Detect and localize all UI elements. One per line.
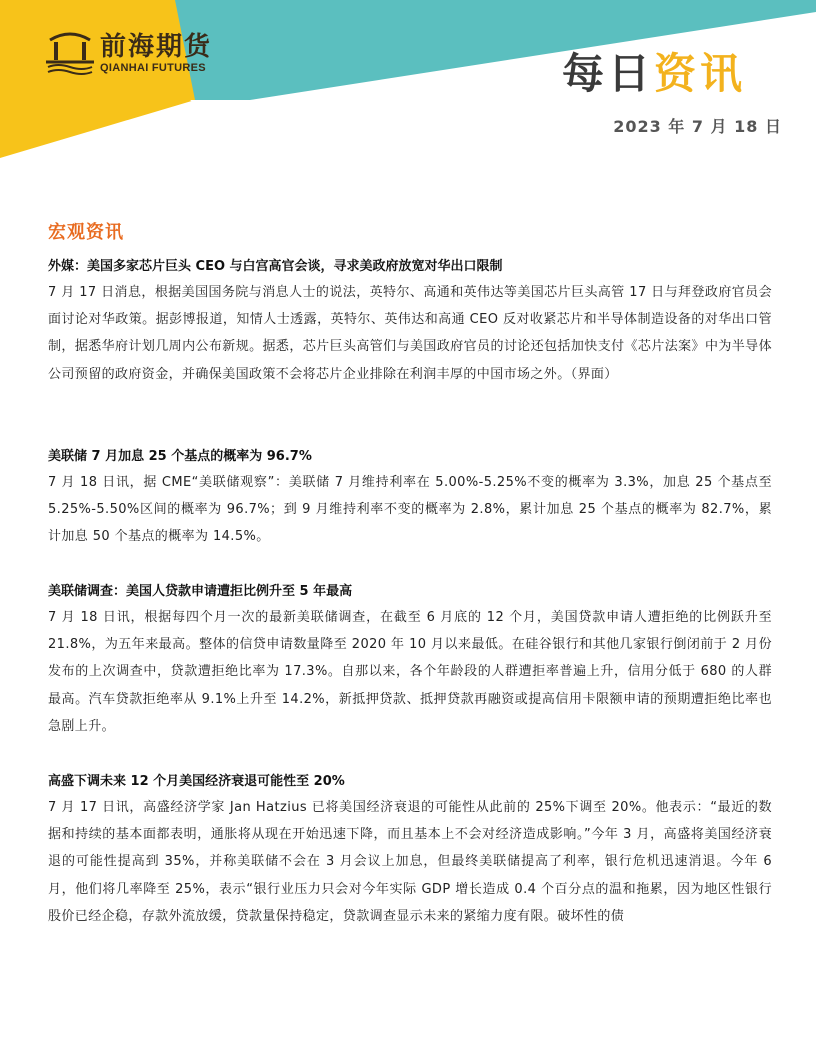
logo-chinese-name: 前海期货 bbox=[100, 32, 213, 62]
title-part-2: 资讯 bbox=[653, 49, 746, 98]
document-title bbox=[562, 46, 746, 102]
article-1 bbox=[48, 255, 772, 388]
title-part-1: 每日 bbox=[561, 49, 654, 98]
article-title: 美联储调查：美国人贷款申请遭拒比例升至 5 年最高 bbox=[48, 584, 353, 599]
article-2 bbox=[48, 445, 772, 551]
section-title: 宏观资讯 bbox=[48, 222, 124, 243]
article-title: 高盛下调未来 12 个月美国经济衰退可能性至 20% bbox=[48, 774, 345, 789]
company-logo bbox=[44, 30, 212, 76]
article-body: 7 月 17 日讯，高盛经济学家 Jan Hatzius 已将美国经济衰退的可能性从此前的 25%下调至 20%。他表示：“最近的数据和持续的基本面都表明，通胀将从现在开始迅速下降，而且基本上不会对经济造成影响。”今年 3 月，高盛将美国经济衰退的可能性提高到 35%，并称美联储不会在 3 月会议上加息，但最终美联储提高了利率，银行危机迅速消退。今年 6 月，他们将几率降至 25%，表示“银行业压力只会对今年实际 GDP 增长造成 0.4 个百分点的温和拖累，因为地区性银行股价已经企稳，存款外流放缓，贷款量保持稳定，贷款调查显示未来的紧缩力度有限。破坏性的债 bbox=[48, 800, 772, 924]
article-4 bbox=[48, 770, 772, 930]
bridge-logo-icon bbox=[44, 30, 96, 76]
article-3 bbox=[48, 580, 772, 740]
article-title: 外媒：美国多家芯片巨头 CEO 与白宫高官会谈，寻求美政府放宽对华出口限制 bbox=[48, 259, 503, 274]
document-date: 2023 年 7 月 18 日 bbox=[613, 117, 782, 136]
logo-english-name: QIANHAI FUTURES bbox=[100, 62, 206, 74]
article-title: 美联储 7 月加息 25 个基点的概率为 96.7% bbox=[48, 449, 312, 464]
article-body: 7 月 18 日讯，根据每四个月一次的最新美联储调查，在截至 6 月底的 12 个月，美国贷款申请人遭拒绝的比例跃升至 21.8%，为五年来最高。整体的信贷申请数量降至 2020 年 10 月以来最低。在硅谷银行和其他几家银行倒闭前于 2 月份发布的上次调查中，贷款遭拒绝比率为 17.3%。自那以来，各个年龄段的人群遭拒率普遍上升，信用分低于 680 的人群最高。汽车贷款拒绝率从 9.1%上升至 14.2%，新抵押贷款、抵押贷款再融资或提高信用卡限额申请的预期遭拒绝比率也急剧上升。 bbox=[48, 610, 772, 734]
article-body: 7 月 17 日消息，根据美国国务院与消息人士的说法，英特尔、高通和英伟达等美国芯片巨头高管 17 日与拜登政府官员会面讨论对华政策。据彭博报道，知情人士透露，英特尔、英伟达和高通 CEO 反对收紧芯片和半导体制造设备的对华出口管制，据悉华府计划几周内公布新规。据悉，芯片巨头高管们与美国政府官员的讨论还包括加快支付《芯片法案》中为半导体公司预留的政府资金，并确保美国政策不会将芯片企业排除在利润丰厚的中国市场之外。（界面） bbox=[48, 285, 772, 382]
article-body: 7 月 18 日讯，据 CME“美联储观察”：美联储 7 月维持利率在 5.00%-5.25%不变的概率为 3.3%，加息 25 个基点至 5.25%-5.50%区间的概率为 96.7%；到 9 月维持利率不变的概率为 2.8%，累计加息 25 个基点的概率为 82.7%，累计加息 50 个基点的概率为 14.5%。 bbox=[48, 475, 772, 545]
